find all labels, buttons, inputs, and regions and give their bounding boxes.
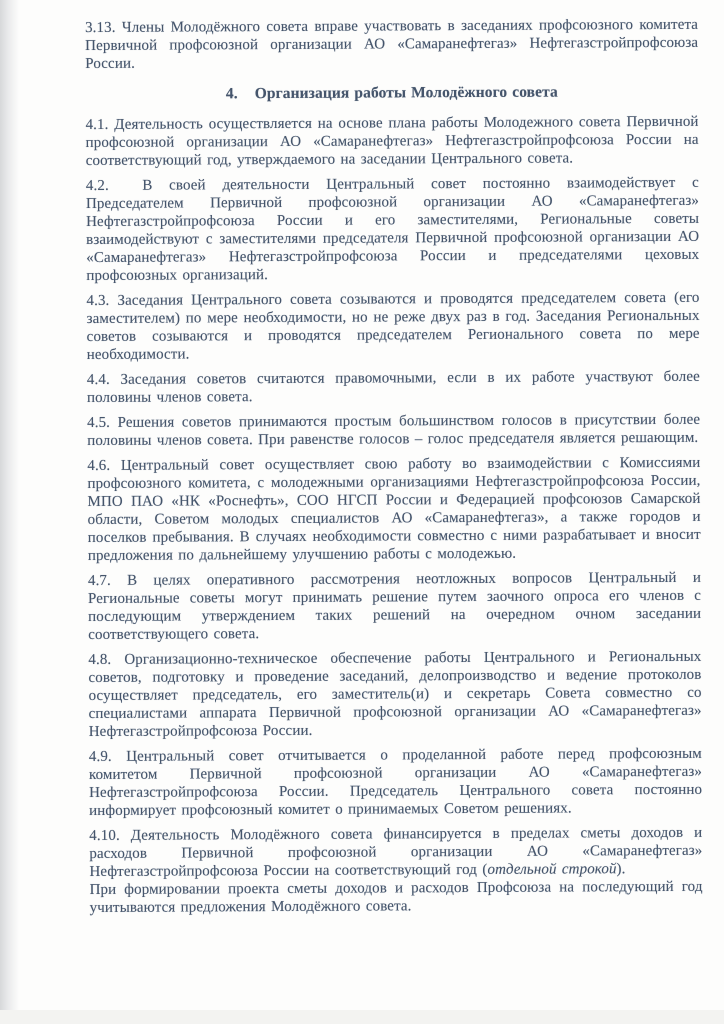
scan-bottom-edge-strip (0, 1010, 724, 1024)
paragraph-4-4: 4.4. Заседания советов считаются правомочными, если в их работе участвуют более половины членов совета. (86, 368, 700, 406)
paragraph-4-10 (89, 824, 702, 881)
section-heading (85, 83, 698, 104)
section-heading-number: 4. (225, 85, 238, 103)
section-heading-title: Организация работы Молодёжного совета (254, 83, 558, 103)
paragraph-3-13: 3.13. Члены Молодёжного совета вправе участвовать в заседаниях профсоюзного комитета Первичной профсоюзной организации АО «Самаранефтегаз» Нефтегазстройпрофсоюза России. (85, 16, 699, 72)
document-text-block (85, 16, 703, 917)
paragraph-4-7: 4.7. В целях оперативного рассмотрения неотложных вопросов Центральный и Региональные советы могут принимать решение путем заочного опроса его членов с последующим утверждением таких решений на очередном очном заседании соответствующего совета. (87, 569, 702, 643)
paragraph-4-10-continuation: При формировании проекта сметы доходов и расходов Профсоюза на последующий год учитываются предложения Молодёжного совета. (89, 878, 703, 916)
scan-left-edge-shadow (0, 0, 20, 1024)
paragraph-4-5: 4.5. Решения советов принимаются простым большинством голосов в присутствии более половины членов совета. При равенстве голосов – голос председателя является решающим. (87, 411, 701, 449)
paragraph-4-1: 4.1. Деятельность осуществляется на основе плана работы Молодежного совета Первичной профсоюзной организации АО «Самаранефтегаз» Нефтегазстройпрофсоюза России на соответствующий год, утверждаемого на заседании Центрального совета. (85, 113, 699, 169)
paragraph-4-10-text-before: 4.10. Деятельность Молодёжного совета финансируется в пределах сметы доходов и расходов Первичной профсоюзной организации АО «Самаранефтегаз» Нефтегазстройпрофсоюза России на соответствующий год ( (89, 824, 703, 880)
paragraph-4-9: 4.9. Центральный совет отчитывается о проделанной работе перед профсоюзным комитетом Первичной профсоюзной организации АО «Самаранефтегаз» Нефтегазстройпрофсоюза России. Председатель Центрального совета постоянно информирует профсоюзный комитет о принимаемых Советом решениях. (88, 745, 703, 819)
paragraph-4-8: 4.8. Организационно-техническое обеспечение работы Центрального и Региональных советов, подготовку и проведение заседаний, делопроизводство и ведение протоколов осуществляет председатель, его заместитель(и) и секретарь Совета совместно со специалистами аппарата Первичной профсоюзной организации АО «Самаранефтегаз» Нефтегазстройпрофсоюза России. (88, 648, 702, 740)
paragraph-4-3: 4.3. Заседания Центрального совета созываются и проводятся председателем совета (его заместителем) по мере необходимости, но не реже двух раз в год. Заседания Региональных советов созываются и проводятся председателем Регионального совета по мере необходимости. (86, 289, 700, 363)
paragraph-4-10-text-after: ). (616, 861, 626, 878)
paragraph-4-2: 4.2. В своей деятельности Центральный совет постоянно взаимодействует с Председателем Первичной профсоюзной организации АО «Самаранефтегаз» Нефтегазстройпрофсоюза России и его заместителями, Региональные советы взаимодействуют с заместителями председателя Первичной профсоюзной организации АО «Самаранефтегаз» Нефтегазстройпрофсоюза России и председателями цеховых профсоюзных организаций. (85, 174, 700, 284)
paragraph-4-10-italic-note: отдельной строкой (487, 861, 617, 878)
paragraph-4-6: 4.6. Центральный совет осуществляет свою работу во взаимодействии с Комиссиями профсоюзного комитета, с молодежными организациями Нефтегазстройпрофсоюза России, МПО ПАО «НК «Роснефть», СОО НГСП России и Федерацией профсоюзов Самарской области, Советом молодых специалистов АО «Самаранефтегаз», а также городов и поселков пребывания. В случаях необходимости совместно с ними разрабатывает и вносит предложения по дальнейшему улучшению работы с молодежью. (87, 454, 701, 564)
